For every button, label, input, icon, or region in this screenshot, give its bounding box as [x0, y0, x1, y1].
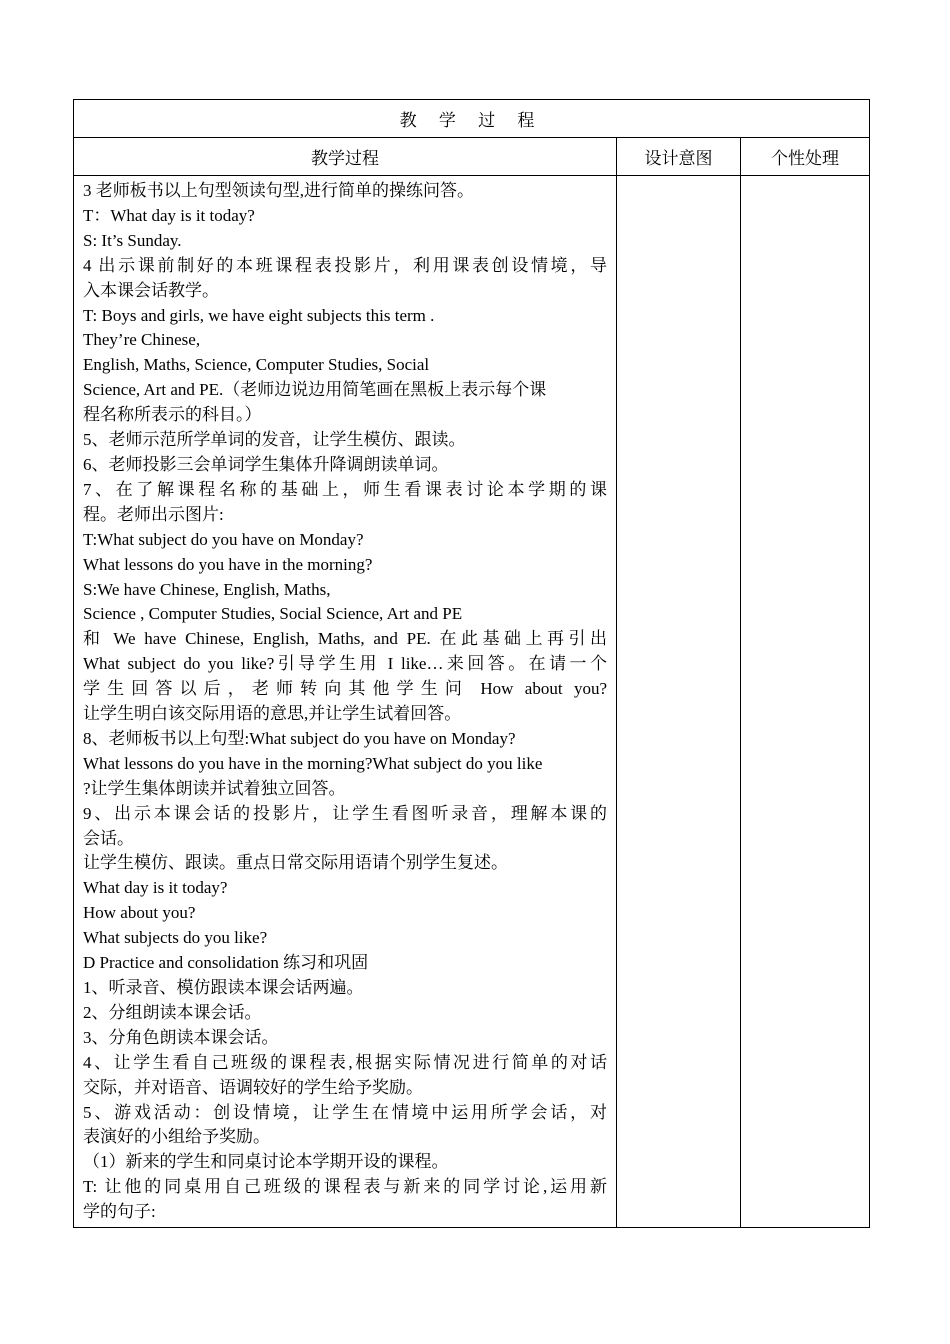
- lesson-process-table: [73, 99, 870, 1228]
- content-line: Science, Art and PE.（老师边说边用简笔画在黑板上表示每个课: [83, 380, 547, 400]
- content-line: 程。老师出示图片:: [83, 504, 224, 524]
- content-line: 让学生模仿、跟读。重点日常交际用语请个别学生复述。: [83, 853, 508, 873]
- content-row: [74, 176, 870, 1228]
- header-row: [74, 138, 870, 176]
- header-design-intent: 设计意图: [617, 138, 741, 176]
- title-row: [74, 100, 870, 138]
- header-personal: 个性处理: [741, 138, 870, 176]
- content-line: 5、游戏活动：创设情境，让学生在情境中运用所学会话，对: [83, 1102, 607, 1122]
- content-line: What lessons do you have in the morning?: [83, 554, 373, 574]
- content-line: S: It’s Sunday.: [83, 230, 182, 250]
- content-line: They’re Chinese,: [83, 330, 201, 350]
- content-line: 1、听录音、模仿跟读本课会话两遍。: [83, 978, 364, 997]
- content-line: 和 We have Chinese, English, Maths, and PE. 在此基础上再引出: [83, 629, 607, 649]
- process-content: [83, 179, 607, 1225]
- content-line: What subject do you like?引导学生用 I like…来回答。在请一个: [83, 654, 607, 674]
- content-line: 8、老师板书以上句型:What subject do you have on Monday?: [83, 728, 516, 748]
- process-content-cell: [74, 176, 617, 1228]
- content-line: 6、老师投影三会单词学生集体升降调朗读单词。: [83, 454, 449, 474]
- personal-cell: [741, 176, 870, 1228]
- design-intent-cell: [617, 176, 741, 1228]
- content-line: 9、出示本课会话的投影片，让学生看图听录音，理解本课的: [83, 803, 607, 823]
- content-line: 5、老师示范所学单词的发音，让学生模仿、跟读。: [83, 430, 466, 450]
- content-line: 2、分组朗读本课会话。: [83, 1002, 262, 1022]
- content-line: 表演好的小组给予奖励。: [83, 1127, 270, 1147]
- content-line: 3 老师板书以上句型领读句型,进行简单的操练问答。: [83, 181, 474, 200]
- content-line: 会话。: [83, 828, 134, 848]
- content-line: （1）新来的学生和同桌讨论本学期开设的课程。: [83, 1152, 449, 1172]
- content-line: S:We have Chinese, English, Maths,: [83, 579, 331, 599]
- content-line: 程名称所表示的科目。）: [83, 405, 262, 425]
- content-line: How about you?: [83, 903, 196, 923]
- content-line: ?让学生集体朗读并试着独立回答。: [83, 778, 346, 798]
- content-line: 7、在了解课程名称的基础上，师生看课表讨论本学期的课: [83, 479, 607, 499]
- content-line: What day is it today?: [83, 878, 228, 898]
- content-line: T: Boys and girls, we have eight subjects this term .: [83, 305, 435, 325]
- content-line: Science , Computer Studies, Social Science, Art and PE: [83, 604, 463, 624]
- content-line: 入本课会话教学。: [83, 280, 219, 300]
- content-line: 交际，并对语音、语调较好的学生给予奖励。: [83, 1077, 423, 1097]
- content-line: 让学生明白该交际用语的意思,并让学生试着回答。: [83, 704, 462, 724]
- content-line: 4、让学生看自己班级的课程表,根据实际情况进行简单的对话: [83, 1052, 607, 1072]
- content-line: T：What day is it today?: [83, 205, 255, 225]
- content-line: What lessons do you have in the morning?What subject do you like: [83, 753, 543, 773]
- header-process: 教学过程: [74, 138, 617, 176]
- content-line: 学的句子:: [83, 1202, 156, 1222]
- content-line: 学生回答以后，老师转向其他学生问 How about you?: [83, 679, 607, 699]
- content-line: T:What subject do you have on Monday?: [83, 529, 364, 549]
- table-title: 教 学 过 程: [74, 100, 870, 138]
- content-line: What subjects do you like?: [83, 928, 268, 948]
- content-line: 4 出示课前制好的本班课程表投影片，利用课表创设情境，导: [83, 255, 607, 275]
- content-line: English, Maths, Science, Computer Studies, Social: [83, 355, 430, 375]
- content-line: D Practice and consolidation 练习和巩固: [83, 953, 369, 973]
- content-line: 3、分角色朗读本课会话。: [83, 1027, 279, 1047]
- content-line: T: 让他的同桌用自己班级的课程表与新来的同学讨论,运用新: [83, 1177, 607, 1197]
